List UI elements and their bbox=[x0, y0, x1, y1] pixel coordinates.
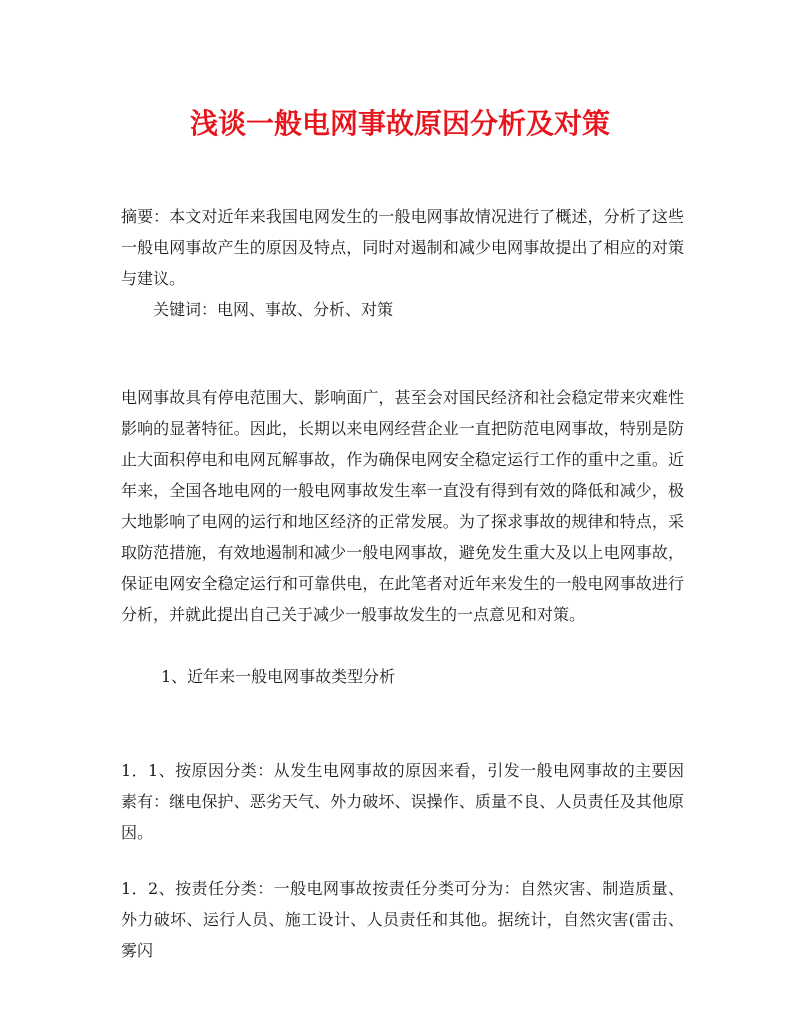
section-heading-1: 1、近年来一般电网事故类型分析 bbox=[161, 667, 396, 686]
subsection-1-1-paragraph: 1．1、按原因分类：从发生电网事故的原因来看，引发一般电网事故的主要因素有：继电保护、恶劣天气、外力破坏、误操作、质量不良、人员责任及其他原因。 bbox=[121, 761, 684, 842]
intro-paragraph: 电网事故具有停电范围大、影响面广，甚至会对国民经济和社会稳定带来灾难性影响的显著特征。因此，长期以来电网经营企业一直把防范电网事故，特别是防止大面积停电和电网瓦解事故，作为确保电网安全稳定运行工作的重中之重。近年来，全国各地电网的一般电网事故发生率一直没有得到有效的降低和减少，极大地影响了电网的运行和地区经济的正常发展。为了探求事故的规律和特点，采取防范措施，有效地遏制和减少一般电网事故，避免发生重大及以上电网事故，保证电网安全稳定运行和可靠供电，在此笔者对近年来发生的一般电网事故进行分析，并就此提出自己关于减少一般事故发生的一点意见和对策。 bbox=[121, 388, 684, 624]
abstract-paragraph: 摘要：本文对近年来我国电网发生的一般电网事故情况进行了概述，分析了这些一般电网事故产生的原因及特点，同时对遏制和减少电网事故提出了相应的对策与建议。 bbox=[121, 207, 684, 288]
keywords-line: 关键词：电网、事故、分析、对策 bbox=[153, 300, 394, 319]
document-title: 浅谈一般电网事故原因分析及对策 bbox=[189, 107, 610, 140]
subsection-1-2-paragraph: 1．2、按责任分类：一般电网事故按责任分类可分为：自然灾害、制造质量、外力破坏、运行人员、施工设计、人员责任和其他。据统计，自然灾害(雷击、雾闪 bbox=[121, 879, 684, 960]
